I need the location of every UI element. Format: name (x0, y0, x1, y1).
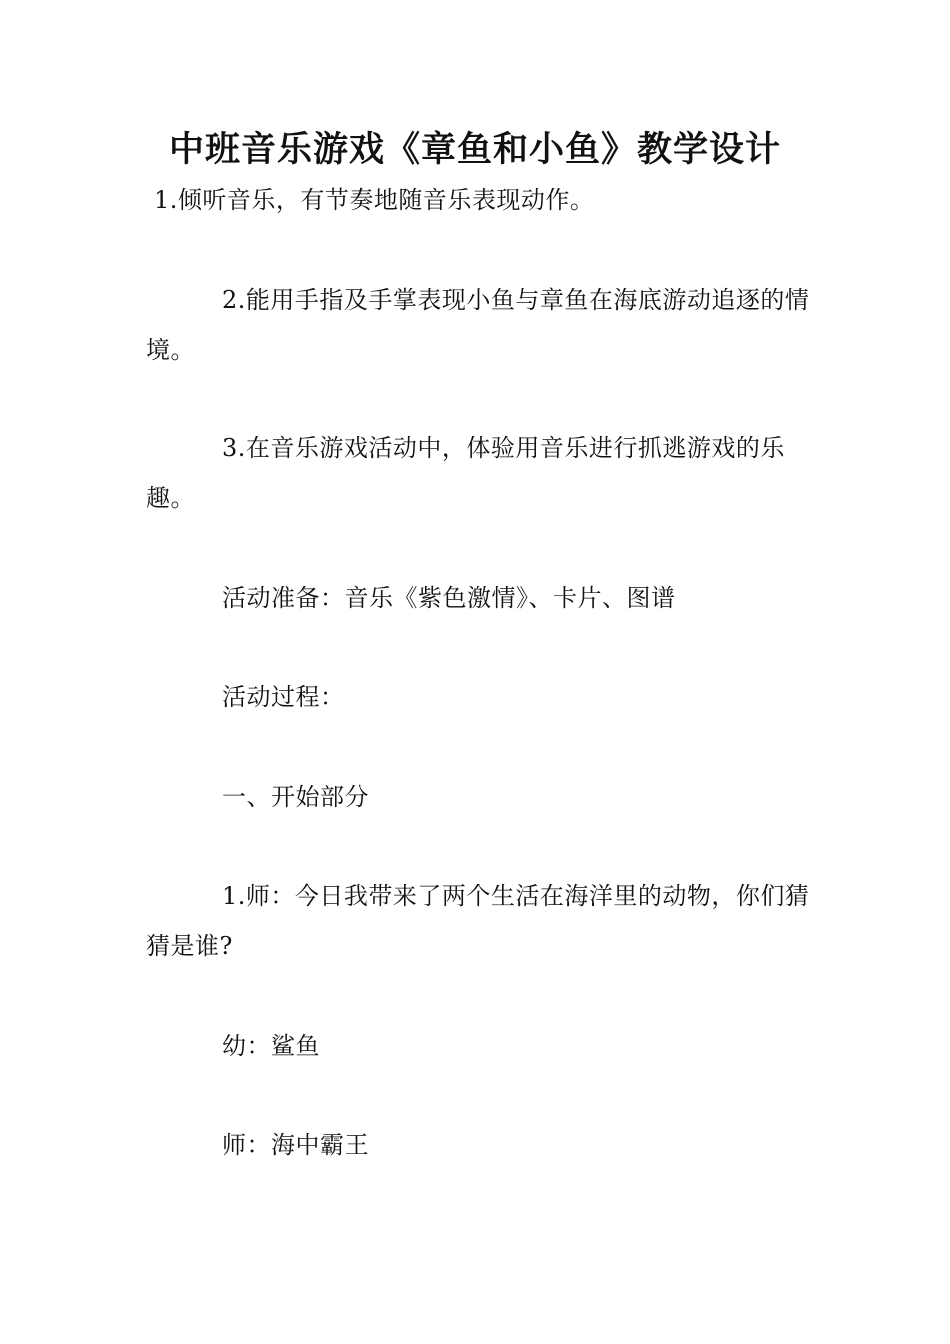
objective-1: 1.倾听音乐，有节奏地随音乐表现动作。 (154, 186, 595, 214)
activity-preparation: 活动准备：音乐《紫色激情》、卡片、图谱 (222, 584, 676, 612)
activity-process-heading: 活动过程： (222, 683, 345, 711)
child-answer: 幼：鲨鱼 (222, 1032, 320, 1060)
section-heading-start: 一、开始部分 (222, 783, 369, 811)
objective-3: 3.在音乐游戏活动中，体验用音乐进行抓逃游戏的乐趣。 (146, 434, 785, 512)
document-title: 中班音乐游戏《章鱼和小鱼》教学设计 (168, 130, 781, 170)
teacher-hint: 师：海中霸王 (222, 1131, 369, 1159)
objective-2: 2.能用手指及手掌表现小鱼与章鱼在海底游动追逐的情境。 (146, 286, 810, 364)
teacher-question: 1.师：今日我带来了两个生活在海洋里的动物，你们猜猜是谁? (146, 882, 810, 960)
